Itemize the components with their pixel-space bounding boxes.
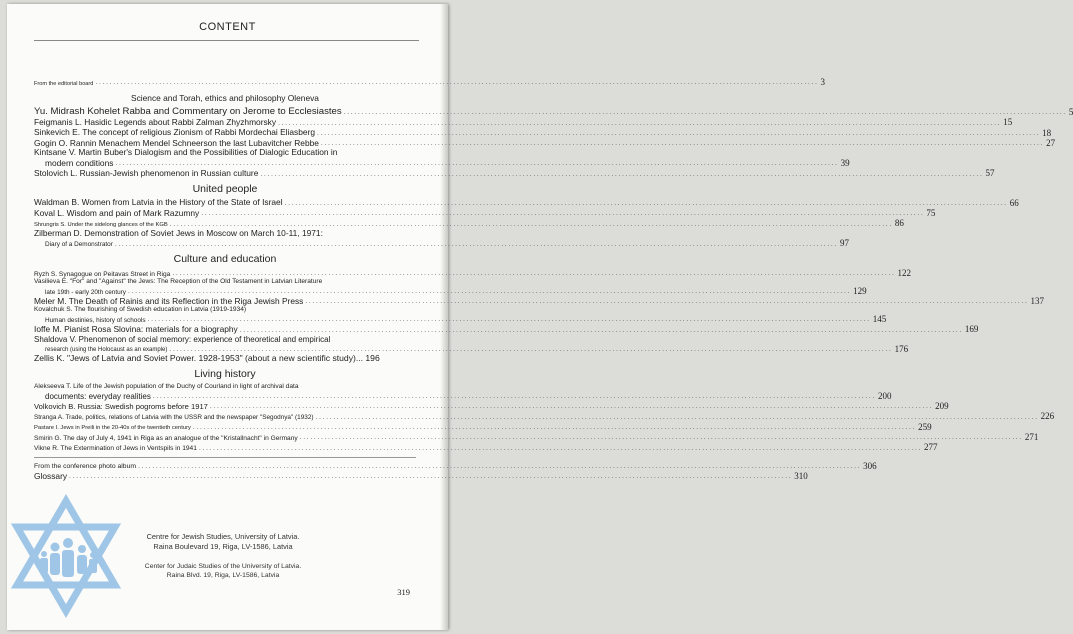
toc-leader-dots	[128, 288, 851, 296]
toc-entry-title: research (using the Holocaust as an example)	[45, 347, 168, 354]
toc-entry	[34, 148, 416, 158]
toc-entry-title: modern conditions	[45, 157, 114, 168]
toc-page-number: 3	[820, 77, 826, 87]
toc-entry-title: Gogin O. Rannin Menachem Mendel Schneerson the last Lubavitcher Rebbe	[34, 137, 319, 148]
toc-entry-title: Waldman B. Women from Latvia in the History of the State of Israel	[34, 197, 283, 208]
toc-entry	[34, 306, 416, 314]
toc-page-number: 226	[1040, 411, 1055, 422]
toc-entry	[34, 390, 892, 401]
toc-entry	[34, 207, 936, 219]
toc-section-heading: Living history	[194, 368, 256, 381]
toc-section-heading: Culture and education	[173, 252, 277, 265]
toc-entry-title: Meler M. The Death of Rainis and its Reflection in the Riga Jewish Press	[34, 295, 304, 306]
title-rule	[34, 40, 419, 41]
toc-page-number: 176	[894, 343, 909, 354]
toc-page-number: 145	[872, 313, 887, 324]
toc-leader-dots	[210, 403, 933, 411]
toc-entry	[34, 127, 1052, 138]
toc-entry-title: Vasilieva E. "For" and "Against" the Jews: The Reception of the Old Testament in Latvian Literature	[34, 278, 323, 286]
toc-entry	[34, 421, 932, 432]
toc-page-number: 39	[840, 158, 850, 169]
centre-name-1: Centre for Jewish Studies, University of Latvia.	[146, 532, 300, 541]
toc-entry-title: Glossary	[34, 470, 68, 481]
toc-page-number: 310	[794, 471, 808, 482]
toc-leader-dots	[317, 130, 1040, 138]
toc-entry	[34, 470, 808, 482]
toc-entry	[34, 157, 850, 169]
toc-leader-dots	[316, 414, 1039, 422]
toc-subheading: Science and Torah, ethics and philosophy Oleneva	[131, 93, 319, 104]
toc-entry-title: Vikne R. The Extermination of Jews in Ventspils in 1941	[34, 445, 197, 453]
toc-entry-title: Diary of a Demonstrator	[45, 241, 113, 249]
toc-leader-dots	[201, 210, 924, 218]
toc-entry-title: Kintsane V. Martin Buber's Dialogism and the Possibilities of Dialogic Education in	[34, 147, 338, 158]
toc-leader-dots	[69, 473, 792, 481]
toc-entry-title: Koval L. Wisdom and pain of Mark Razumny	[34, 207, 200, 218]
toc-page-number: 129	[853, 285, 867, 296]
toc-entry-title: Human destinies, history of schools	[45, 316, 146, 324]
toc-page-number: 97	[840, 238, 849, 249]
toc-entry	[34, 285, 867, 296]
toc-entry-title: late 19th - early 20th century	[45, 288, 126, 296]
toc-page-number: 122	[897, 267, 912, 278]
toc-entry	[34, 324, 979, 335]
toc-leader-dots	[148, 316, 871, 324]
toc-page-number: 277	[924, 442, 938, 453]
toc-page-number: 200	[877, 390, 892, 401]
centre-name-2: Center for Judaic Studies of the University of Latvia.	[144, 563, 302, 570]
toc-page-number: 259	[918, 421, 932, 432]
page-number: 319	[397, 587, 410, 597]
toc-leader-dots	[95, 79, 818, 87]
toc-entry	[34, 295, 1045, 307]
centre-street-1: Raina Boulevard 19, Riga, LV-1586, Latvia	[153, 541, 293, 551]
toc-entry-title: Pastare I. Jews in Preili in the 20-40s of the twentieth century	[34, 425, 191, 432]
toc-leader-dots	[153, 393, 876, 401]
toc-page-number: 306	[863, 460, 877, 471]
toc-entry	[34, 106, 1073, 118]
toc-entry-title: From the editorial board	[34, 80, 94, 87]
toc-leader-dots	[193, 424, 916, 432]
toc-entry	[34, 278, 416, 286]
toc-entry-title: From the conference photo album	[34, 463, 137, 471]
toc-page-number: 27	[1046, 138, 1056, 149]
page-title: CONTENT	[199, 21, 256, 33]
toc-entry-title: Shaldova V. Phenomenon of social memory: experience of theoretical and empirical	[34, 334, 331, 344]
toc-entry	[34, 238, 849, 249]
toc-entry	[34, 442, 938, 453]
toc-entry	[34, 313, 887, 324]
centre-address-2	[123, 562, 323, 580]
toc-entry	[34, 460, 877, 471]
toc-leader-dots	[172, 270, 895, 278]
table-of-contents	[34, 77, 1073, 482]
toc-entry	[34, 267, 912, 278]
document-page	[7, 4, 1073, 630]
toc-leader-dots	[115, 241, 838, 249]
toc-leader-dots	[260, 171, 983, 179]
toc-entry-title: Smirin G. The day of July 4, 1941 in Riga as an analogue of the "Kristallnacht" in Germany	[34, 434, 298, 442]
toc-page-number: 18	[1042, 127, 1052, 138]
toc-entry-title: Zilberman D. Demonstration of Soviet Jews in Moscow on March 10-11, 1971:	[34, 227, 323, 238]
toc-page-number: 169	[964, 324, 979, 335]
toc-page-number: 271	[1024, 432, 1039, 443]
toc-entry-title: Feigmanis L. Hasidic Legends about Rabbi Zalman Zhyzhmorsky	[34, 117, 277, 128]
toc-page-number: 209	[935, 400, 949, 411]
toc-entry	[34, 168, 995, 179]
toc-leader-dots	[138, 463, 861, 471]
toc-page-number: 75	[926, 208, 936, 219]
toc-leader-dots	[278, 120, 1001, 128]
centre-street-2: Raina Blvd. 19, Riga, LV-1586, Latvia	[166, 572, 280, 580]
toc-entry-title: Shrungris S. Under the sidelong glances of the KGB	[34, 222, 168, 229]
toc-leader-dots	[305, 298, 1028, 306]
toc-section-heading: United people	[192, 182, 258, 195]
toc-page-number: 86	[894, 218, 904, 229]
toc-entry	[34, 197, 1019, 208]
toc-page-number: 15	[1003, 117, 1013, 128]
toc-entry-title: Stranga A. Trade, politics, relations of Latvia with the USSR and the newspaper "Segodnya" (1932)	[34, 414, 314, 422]
toc-leader-dots	[240, 327, 963, 335]
toc-entry-title: Ioffe M. Pianist Rosa Slovina: materials for a biography	[34, 324, 238, 334]
toc-entry	[34, 77, 826, 87]
toc-page-number: 137	[1030, 296, 1045, 307]
toc-entry	[34, 117, 1013, 128]
toc-entry	[34, 335, 416, 344]
toc-entry-title: Zellis K. "Jews of Latvia and Soviet Power. 1928-1953" (about a new scientific study)... 196	[34, 353, 380, 364]
toc-page-number: 5	[1068, 107, 1073, 118]
toc-leader-dots	[199, 445, 922, 453]
star-of-david-family-logo-icon	[11, 497, 121, 615]
toc-entry-title: Sinkevich E. The concept of religious Zionism of Rabbi Mordechai Eliasberg	[34, 127, 316, 138]
toc-leader-dots	[344, 109, 1067, 117]
toc-leader-dots	[321, 140, 1044, 148]
toc-entry-title: Ryzh S. Synagogue on Peitavas Street in Riga	[34, 270, 171, 278]
toc-page-number: 66	[1009, 197, 1019, 208]
centre-address-1	[123, 532, 323, 551]
toc-page-number: 57	[985, 168, 995, 179]
toc-entry	[34, 400, 949, 411]
toc-entry-title: documents: everyday realities	[45, 391, 151, 401]
toc-divider	[34, 457, 416, 458]
toc-leader-dots	[300, 434, 1023, 442]
toc-entry	[34, 432, 1039, 443]
toc-entry	[34, 354, 416, 364]
toc-entry-title: Kovalchuk S. The flourishing of Swedish education in Latvia (1919-1934)	[34, 306, 247, 314]
toc-entry	[34, 411, 1055, 422]
toc-entry-title: Volkovich B. Russia: Swedish pogroms before 1917	[34, 401, 208, 411]
toc-entry	[34, 383, 416, 391]
toc-entry-title: Yu. Midrash Kohelet Rabba and Commentary on Jerome to Ecclesiastes	[34, 106, 342, 118]
toc-leader-dots	[285, 200, 1008, 208]
toc-entry-title: Alekseeva T. Life of the Jewish population of the Duchy of Courland in light of archival data	[34, 383, 299, 391]
toc-entry	[34, 229, 416, 239]
toc-entry-title: Stolovich L. Russian-Jewish phenomenon in Russian culture	[34, 168, 259, 179]
